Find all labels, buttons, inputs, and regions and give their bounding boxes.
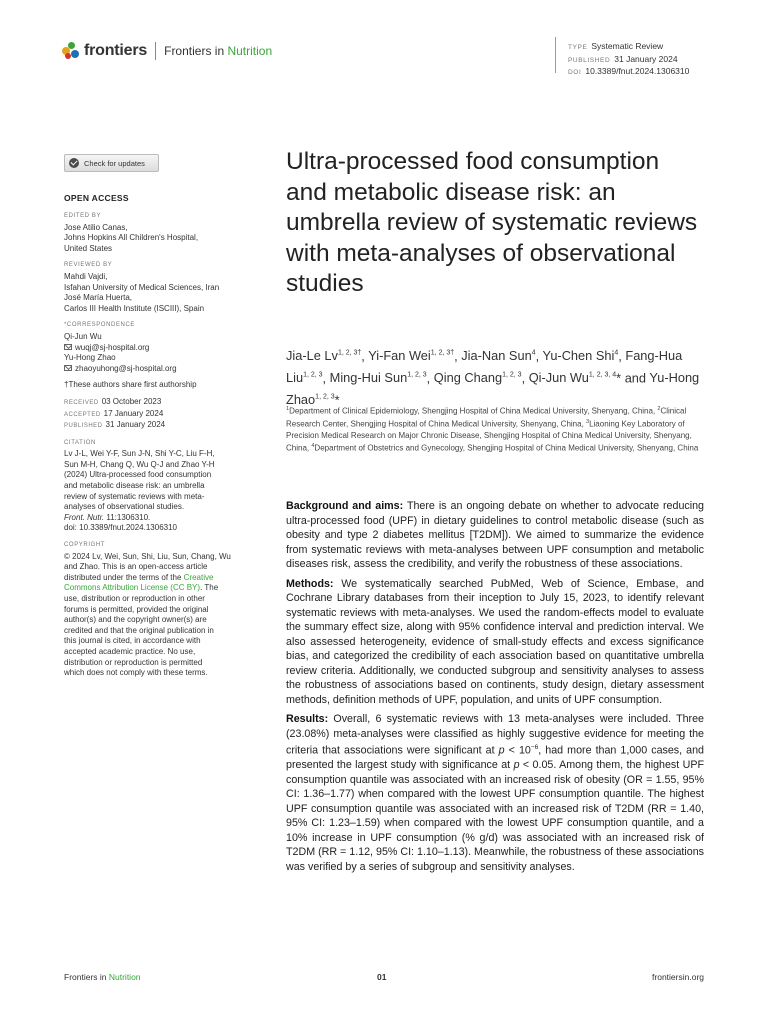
brand-name: frontiers xyxy=(84,42,148,59)
dates-block: RECEIVED 03 October 2023 ACCEPTED 17 January 2024 PUBLISHED 31 January 2024 xyxy=(64,396,166,430)
first-authorship-note: †These authors share first authorship xyxy=(64,380,197,390)
check-mark-icon xyxy=(69,158,79,168)
reviewed-by-block: REVIEWED BY Mahdi Vajdi, Isfahan University of Medical Sciences, Iran José María Huerta, Carlos III Health Institute (ISCIII), Spain xyxy=(64,262,220,313)
edited-by-block: EDITED BY Jose Atilio Canas, Johns Hopkins All Children's Hospital, United States xyxy=(64,213,199,253)
cc-license-link[interactable]: Creative xyxy=(183,572,214,582)
meta-divider xyxy=(555,37,556,73)
meta-type: TYPE Systematic Review xyxy=(568,41,664,51)
meta-published: PUBLISHED 31 January 2024 xyxy=(568,53,678,64)
journal-name: Frontiers in Nutrition xyxy=(164,44,273,58)
abstract-methods: Methods: We systematically searched PubMed, Web of Science, Embase, and Cochrane Library databases from their inception to July 15, 2023, to identify relevant systematic reviews with meta-analyses. We used the random-effects model to evaluate the summary effect size, along with 95% confidence interval and prediction interval. We also assessed heterogeneity, evidence of small-study effects and excess significance bias, and categorized the credibility of each association based on quantitative umbrella review criteria. Additionally, we conducted subgroup and sensitivity analyses to assess the robustness of associations based on continents, study design, dietary assessment methods, definition methods of UPF, population, and units of UPF consumption. xyxy=(286,577,704,706)
copyright-block: COPYRIGHT © 2024 Lv, Wei, Sun, Shi, Liu, Sun, Chang, Wu and Zhao. This is an open-access article distributed under the terms of the Creative Commons Attribution License (CC BY). The use, distribution or reproduction in other forums is permitted, provided the original author(s) and the copyright owner(s) are credited and that the original publication in this journal is cited, in accordance with accepted academic practice. No use, distribution or reproduction is permitted which does not comply with these terms. xyxy=(64,542,231,678)
author[interactable]: Yi-Fan Wei$^{1, 2, 3\dagger}$ xyxy=(368,348,455,364)
author[interactable]: Yu-Chen Shi$^4$ xyxy=(542,348,619,364)
article-meta xyxy=(568,41,689,79)
cc-license-link[interactable]: Commons Attribution License (CC BY) xyxy=(64,583,201,593)
page-number: 01 xyxy=(377,972,387,982)
check-for-updates-label: Check for updates xyxy=(84,158,145,168)
author[interactable]: Fang-Hua Liu$^{1, 2, 3}$ xyxy=(286,348,683,386)
author[interactable]: Qing Chang$^{1, 2, 3}$ xyxy=(433,370,522,386)
email-link[interactable]: zhaoyuhong@sj-hospital.org xyxy=(64,364,254,375)
meta-doi: DOI 10.3389/fnut.2024.1306310 xyxy=(568,66,690,76)
author[interactable]: Qi-Jun Wu$^{1, 2, 3, 4}$ xyxy=(528,370,617,386)
frontiers-mark-icon xyxy=(62,42,80,60)
abstract-results: Results: Overall, 6 systematic reviews with 13 meta-analyses were included. Three (23.08%) meta-analyses were classified as highly suggestive evidence for meeting the criteria that associations were significant at $p < 10^{-6}$, had more than 1,000 cases, and presented the largest study with significance at p < 0.05. Among them, the highest UPF consumption quantile was associated with an increased risk of obesity (OR = 1.55, 95% CI: 1.36–1.77) when compared with the lowest UPF consumption quantile. The highest UPF consumption quantile was associated with an increased risk of T2DM (RR = 1.40, 95% CI: 1.23–1.59) when compared with the lowest UPF consumption quantile, and a 10% increase in UPF consumption (% g/d) was associated with an increased risk of T2DM (RR = 1.12, 95% CI: 1.10–1.13). Meanwhile, the robustness of these associations was verified by a series of subgroup and sensitivity analyses. xyxy=(286,713,705,873)
author[interactable]: Yu-Hong Zhao$^{1, 2, 3}$ xyxy=(286,370,700,407)
citation-block: CITATION Lv J-L, Wei Y-F, Sun J-N, Shi Y-C, Liu F-H, Sun M-H, Chang Q, Wu Q-J and Zhao Y-H (2024) Ultra-processed food consumption and metabolic disease risk: an umbrella review of systematic reviews with meta- analyses of observational studies. Front. Nutr. 11:1306310. doi: 10.3389/fnut.2024.1306310 xyxy=(64,439,215,533)
correspondence-block: *CORRESPONDENCE Qi-Jun Wu wuqj@sj-hospital.org Yu-Hong Zhao zhaoyuhong@sj-hospital.org xyxy=(64,320,254,374)
frontiers-logo[interactable] xyxy=(62,42,272,60)
mail-icon xyxy=(64,365,72,371)
header-divider xyxy=(155,42,156,60)
author[interactable]: Ming-Hui Sun$^{1, 2, 3}$ xyxy=(329,370,427,386)
footer-journal: Frontiers in Nutrition xyxy=(64,972,141,982)
mail-icon xyxy=(64,344,72,350)
footer-site-link[interactable]: frontiersin.org xyxy=(652,972,704,982)
article-title: Ultra-processed food consumption and metabolic disease risk: an umbrella review of systematic reviews with meta-analyses of observational studies xyxy=(286,148,698,297)
sidebar-info xyxy=(64,211,254,685)
author[interactable]: Jia-Nan Sun$^4$ xyxy=(461,348,536,364)
affiliations: $^1$Department of Clinical Epidemiology, Shengjing Hospital of China Medical University, Shenyang, China, $^2$Clinical Research Center, Shengjing Hospital of China Medical University, Shenyang, China, $^3$Liaoning Key Laboratory of Precision Medical Research on Major Chronic Disease, Shengjing Hospital of China Medical University, Shenyang, China, $^4$Department of Obstetrics and Gynecology, Shengjing Hospital of China Medical University, Shenyang, China xyxy=(286,406,699,453)
open-access-label: OPEN ACCESS xyxy=(64,193,129,203)
email-link[interactable]: wuqj@sj-hospital.org xyxy=(64,343,254,354)
check-for-updates-button[interactable] xyxy=(64,154,159,172)
abstract-background: Background and aims: There is an ongoing debate on whether to advocate reducing ultra-processed food (UPF) in dietary guidelines to control metabolic disease (such as obesity and type 2 diabetes mellitus [T2DM]). We aimed to summarize the evidence from systematic reviews with meta-analyses between UPF consumption and metabolic diseases risk, assess the credibility, and verify the robustness of these associations. xyxy=(286,500,704,570)
abstract xyxy=(286,499,704,879)
author[interactable]: Jia-Le $Lv^{1, 2, 3\dagger}$ xyxy=(286,348,362,364)
author-list: Jia-Le $Lv^{1, 2, 3\dagger}$, Yi-Fan Wei$^{1, 2, 3\dagger}$, Jia-Nan Sun$^4$, Yu-Chen Shi$^4$, Fang-Hua Liu$^{1, 2, 3}$, Ming-Hui Sun$^{1, 2, 3}$, Qing Chang$^{1, 2, 3}$, Qi-Jun Wu$^{1, 2, 3, 4}$* and Yu-Hong Zhao$^{1, 2, 3}$* xyxy=(286,348,700,407)
